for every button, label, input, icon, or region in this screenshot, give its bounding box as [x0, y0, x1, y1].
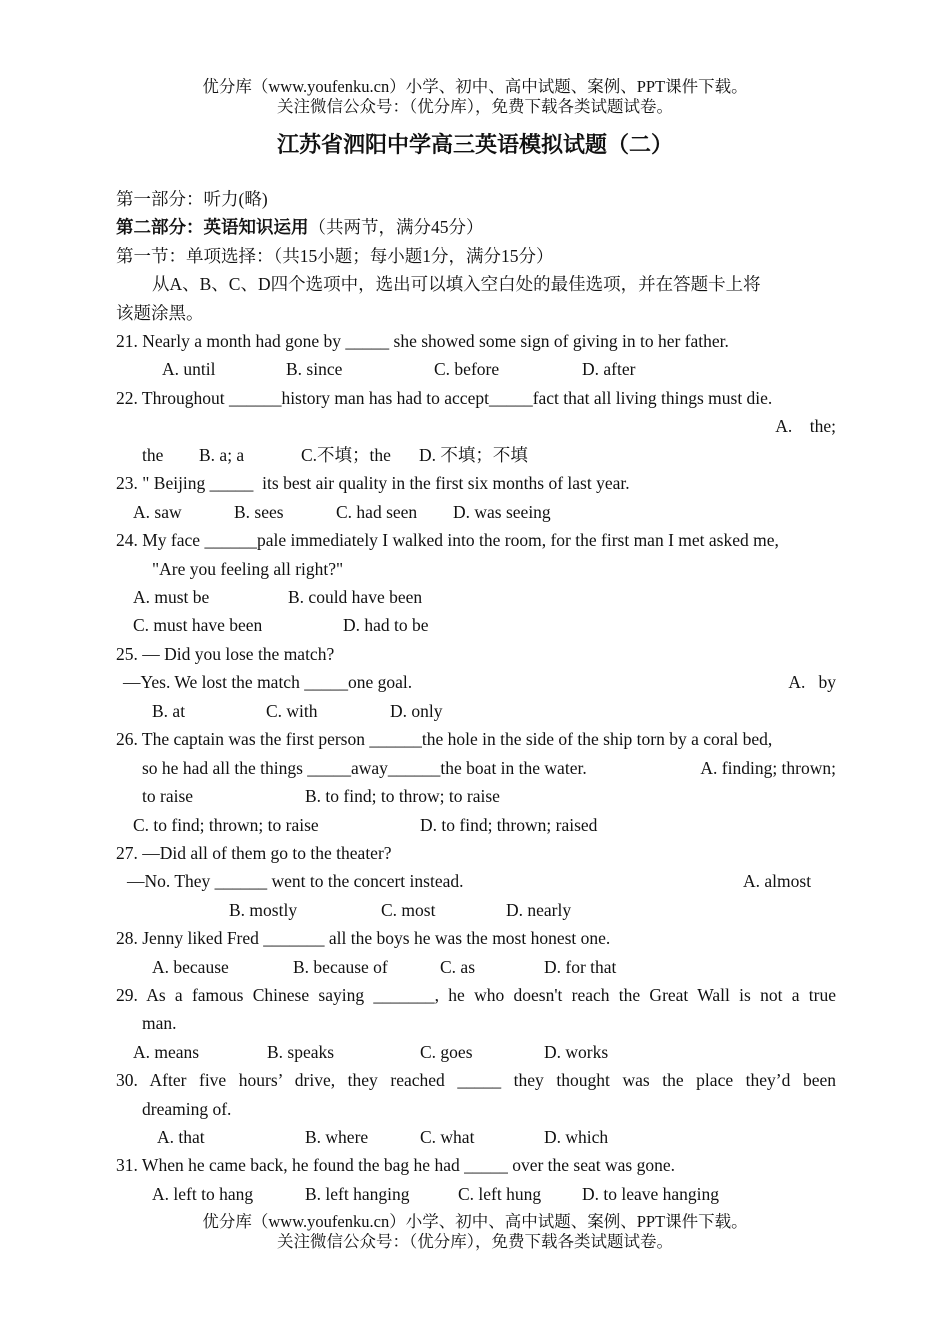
q28-stem: 28. Jenny liked Fred _______ all the boys he was the most honest one.	[116, 928, 611, 948]
q21-stem: 21. Nearly a month had gone by _____ she showed some sign of giving in to her father.	[116, 331, 729, 351]
header-line-2: 关注微信公众号：（优分库），免费下载各类试题试卷。	[277, 97, 673, 116]
q29-option-b: B. speaks	[267, 1042, 335, 1062]
instruction-line-2: 该题涂黑。	[116, 303, 204, 323]
q30-stem-line-1: 30. After five hours’ drive, they reached _____ they thought was the place they’d been	[116, 1070, 836, 1090]
q27-option-d: D. nearly	[506, 900, 572, 920]
part1-heading: 第一部分：听力(略)	[116, 189, 268, 209]
header-line-1: 优分库（www.youfenku.cn）小学、初中、高中试题、案例、PPT课件下载。	[202, 77, 748, 96]
q26-option-a: A. finding; thrown;	[700, 758, 836, 778]
q22-option-d: D. 不填；不填	[419, 445, 528, 465]
q31-option-a: A. left to hang	[152, 1184, 254, 1204]
q29-option-a: A. means	[133, 1042, 200, 1062]
q21-option-c: C. before	[434, 359, 500, 379]
q24-option-a: A. must be	[133, 587, 210, 607]
q30-option-c: C. what	[420, 1127, 475, 1147]
q27-option-b: B. mostly	[229, 900, 298, 920]
q29-stem-line-1: 29. As a famous Chinese saying _______, he who doesn't reach the Great Wall is not a true	[116, 985, 836, 1005]
q24-option-c: C. must have been	[133, 615, 263, 635]
q28-option-a: A. because	[152, 957, 229, 977]
q25-option-b: B. at	[152, 701, 186, 721]
q21-option-a: A. until	[162, 359, 216, 379]
q25-option-d: D. only	[390, 701, 443, 721]
q27-stem-line-1: 27. —Did all of them go to the theater?	[116, 843, 392, 863]
part2-rest: （共两节，满分45分）	[308, 217, 484, 237]
q31-option-b: B. left hanging	[305, 1184, 410, 1204]
q22-option-b: B. a; a	[199, 445, 245, 465]
part2-heading	[116, 216, 484, 238]
q30-option-d: D. which	[544, 1127, 609, 1147]
q26-option-c: C. to find; thrown; to raise	[133, 815, 319, 835]
q31-stem: 31. When he came back, he found the bag he had _____ over the seat was gone.	[116, 1155, 676, 1175]
page-title: 江苏省泗阳中学高三英语模拟试题（二）	[276, 133, 673, 158]
q21-option-b: B. since	[286, 359, 343, 379]
q29-option-c: C. goes	[420, 1042, 473, 1062]
q27-option-c: C. most	[381, 900, 436, 920]
q26-option-d: D. to find; thrown; raised	[420, 815, 598, 835]
part2-bold: 第二部分：英语知识运用	[116, 217, 309, 237]
q26-option-b: B. to find; to throw; to raise	[305, 786, 500, 806]
q28-option-b: B. because of	[293, 957, 388, 977]
q24-stem-line-1: 24. My face ______pale immediately I walked into the room, for the first man I met asked me,	[116, 530, 779, 550]
q25-option-c: C. with	[266, 701, 318, 721]
q24-option-d: D. had to be	[343, 615, 429, 635]
q25-stem-line-1: 25. — Did you lose the match?	[116, 644, 335, 664]
footer-line-2: 关注微信公众号：（优分库），免费下载各类试题试卷。	[277, 1232, 673, 1251]
q31-option-d: D. to leave hanging	[582, 1184, 720, 1204]
q22-option-a: A. the;	[775, 416, 836, 436]
q24-option-b: B. could have been	[288, 587, 423, 607]
q27-option-a: A. almost	[743, 871, 812, 891]
q23-stem: 23. " Beijing _____ its best air quality in the first six months of last year.	[116, 473, 630, 493]
q23-option-d: D. was seeing	[453, 502, 551, 522]
q25-stem-line-2: —Yes. We lost the match _____one goal.	[123, 672, 413, 692]
q29-stem-line-2: man.	[142, 1013, 177, 1033]
q27-stem-line-2: —No. They ______ went to the concert instead.	[127, 871, 464, 891]
q31-option-c: C. left hung	[458, 1184, 542, 1204]
q22-stem: 22. Throughout ______history man has had to accept_____fact that all living things must die.	[116, 388, 773, 408]
q30-stem-line-2: dreaming of.	[142, 1099, 232, 1119]
instruction-line-1: 从A、B、C、D四个选项中，选出可以填入空白处的最佳选项，并在答题卡上将	[152, 274, 761, 294]
q25-option-a: A. by	[788, 672, 836, 692]
footer-line-1: 优分库（www.youfenku.cn）小学、初中、高中试题、案例、PPT课件下载。	[202, 1212, 748, 1231]
q22-option-a-cont: the	[142, 445, 164, 465]
q28-option-d: D. for that	[544, 957, 617, 977]
q23-option-c: C. had seen	[336, 502, 418, 522]
q21-option-d: D. after	[582, 359, 636, 379]
q23-option-b: B. sees	[234, 502, 284, 522]
q30-option-b: B. where	[305, 1127, 369, 1147]
q22-option-c: C.不填；the	[301, 445, 391, 465]
q29-option-d: D. works	[544, 1042, 609, 1062]
q26-option-a-cont: to raise	[142, 786, 194, 806]
q26-stem-line-2: so he had all the things _____away______the boat in the water.	[142, 758, 587, 778]
q23-option-a: A. saw	[133, 502, 182, 522]
q26-stem-line-1: 26. The captain was the first person ______the hole in the side of the ship torn by a coral bed,	[116, 729, 773, 749]
q30-option-a: A. that	[157, 1127, 205, 1147]
q28-option-c: C. as	[440, 957, 475, 977]
q24-stem-line-2: "Are you feeling all right?"	[152, 559, 344, 579]
section1-heading: 第一节：单项选择：（共15小题；每小题1分，满分15分）	[116, 246, 554, 266]
